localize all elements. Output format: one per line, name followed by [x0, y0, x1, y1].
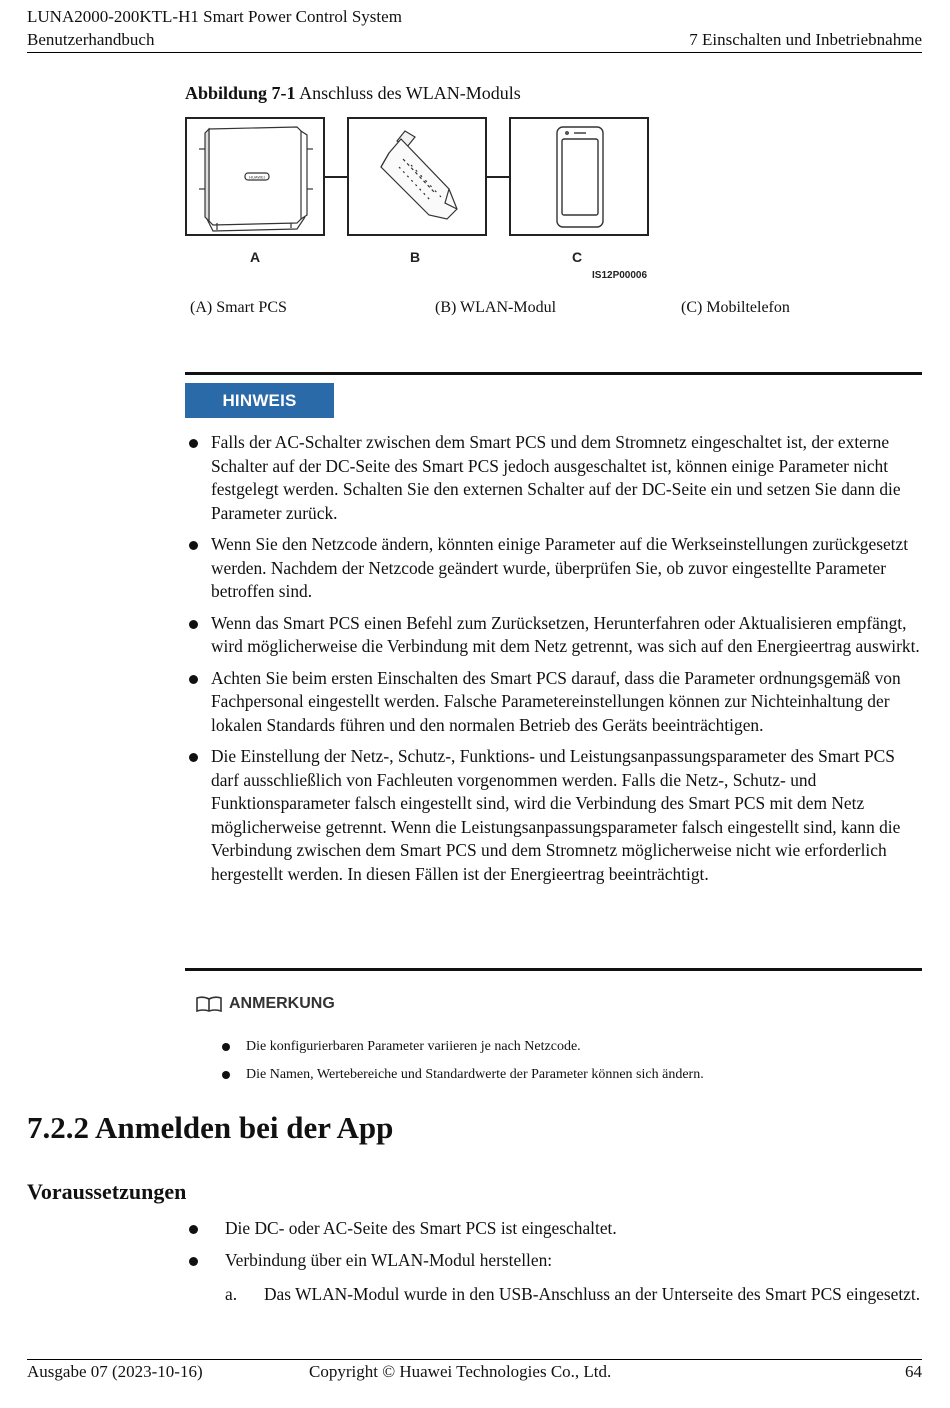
list-item [185, 431, 922, 525]
figure-title [185, 83, 521, 104]
figure-panel-smart-pcs [185, 117, 325, 236]
list-item-text: Die DC- oder AC-Seite des Smart PCS ist eingeschaltet. [225, 1218, 617, 1238]
connector-line [325, 176, 348, 178]
footer-page-number: 64 [905, 1362, 922, 1381]
list-item [185, 745, 922, 886]
note-header [195, 995, 335, 1013]
figure-panel-wlan-module [347, 117, 487, 236]
header-rule [27, 52, 922, 53]
notice-list [185, 431, 922, 894]
list-item-text: Falls der AC-Schalter zwischen dem Smart PCS und dem Stromnetz eingeschaltet ist, der externe Schalter auf der DC-Seite des Smart PCS jedoch ausgeschaltet ist, können einige Parameter nicht festgelegt werden. Schalten Sie den externen Schalter auf der DC-Seite ein und setzen Sie dann die Parameter zurück. [211, 432, 901, 523]
footer-rule [27, 1359, 922, 1360]
panel-label-c: C [572, 249, 583, 265]
bullet-icon [189, 1225, 198, 1234]
list-item [220, 1065, 920, 1085]
connector-line [487, 176, 510, 178]
header-product: LUNA2000-200KTL-H1 Smart Power Control System [27, 7, 402, 26]
list-item [185, 1217, 922, 1241]
list-item-text: Verbindung über ein WLAN-Modul herstellen: [225, 1249, 553, 1270]
bullet-icon [222, 1043, 230, 1051]
list-item-text: Wenn Sie den Netzcode ändern, könnten einige Parameter auf die Werkseinstellungen zurückgesetzt werden. Nachdem der Netzcode geändert wurde, überprüfen Sie, ob zuvor eingestellte Parameter betroffen sind. [211, 534, 909, 601]
wlan-module-illustration [349, 119, 485, 234]
mobile-phone-illustration [511, 119, 647, 234]
bullet-icon [189, 439, 198, 448]
footer-copyright: Copyright © Huawei Technologies Co., Ltd. [309, 1362, 612, 1381]
legend-wlan-module: (B) WLAN-Modul [435, 299, 557, 316]
list-item [185, 533, 922, 604]
list-item [220, 1037, 920, 1057]
header-manual: Benutzerhandbuch [27, 30, 155, 49]
list-item [185, 667, 922, 738]
figure-id: IS12P00006 [592, 270, 648, 281]
notice-top-rule [185, 372, 922, 375]
note-title: ANMERKUNG [229, 995, 335, 1012]
notice-badge: HINWEIS [185, 383, 334, 418]
list-item [185, 612, 922, 659]
bullet-icon [189, 675, 198, 684]
sub-list-item [225, 1283, 922, 1307]
figure-number: Abbildung 7-1 [185, 83, 296, 103]
legend-mobile-phone: (C) Mobiltelefon [681, 299, 790, 316]
list-item-text: Die Einstellung der Netz-, Schutz-, Funktions- und Leistungsanpassungsparameter des Smart PCS darf ausschließlich von Fachleuten vorgenommen werden. Falls die Netz-, Schutz- und Funktionsparameter falsch eingestellt sind, wird die Verbindung des Smart PCS mit dem Netz möglicherweise getrennt. Wenn die Leistungsanpassungsparameter falsch eingestellt sind, kann die Verbindung zwischen dem Smart PCS und dem Stromnetz möglicherweise nicht wie erforderlich hergestellt werden. In diesen Fällen ist der Energieertrag beeinträchtigt. [211, 746, 901, 884]
bullet-icon [222, 1071, 230, 1079]
figure-panel-mobile-phone [509, 117, 649, 236]
list-item-text: Wenn das Smart PCS einen Befehl zum Zurücksetzen, Herunterfahren oder Aktualisieren empfängt, wird möglicherweise die Verbindung mit dem Netz getrennt, was sich auf den Energieertrag auswirkt. [211, 612, 920, 656]
bullet-icon [189, 1257, 198, 1266]
bullet-icon [189, 541, 198, 550]
list-item [185, 1249, 922, 1273]
list-item-text: Die Namen, Wertebereiche und Standardwerte der Parameter können sich ändern. [246, 1067, 704, 1082]
list-item-text: Achten Sie beim ersten Einschalten des Smart PCS darauf, dass die Parameter ordnungsgemäß von Fachpersonal eingestellt werden. Falsche Parametereinstellungen können zur Nichteinhaltung der lokalen Standards führen und den normalen Betrieb des Geräts beeinträchtigen. [211, 667, 901, 735]
footer-edition: Ausgabe 07 (2023-10-16) [27, 1362, 203, 1381]
section-heading: 7.2.2 Anmelden bei der App [27, 1110, 394, 1145]
huawei-logo: HUAWEI [249, 174, 265, 180]
panel-label-b: B [410, 249, 421, 265]
bullet-icon [189, 753, 198, 762]
book-icon [195, 995, 223, 1013]
list-item-text: Die konfigurierbaren Parameter variieren je nach Netzcode. [246, 1039, 581, 1054]
prerequisite-list [185, 1217, 922, 1280]
subsection-heading: Voraussetzungen [27, 1179, 187, 1204]
header-chapter: 7 Einschalten und Inbetriebnahme [689, 30, 922, 49]
figure-caption: Anschluss des WLAN-Moduls [299, 83, 521, 103]
bullet-icon [189, 620, 198, 629]
panel-label-a: A [250, 249, 261, 265]
sub-list-text: Das WLAN-Modul wurde in den USB-Anschluss an der Unterseite des Smart PCS eingesetzt. [264, 1284, 921, 1304]
legend-smart-pcs: (A) Smart PCS [190, 299, 287, 316]
notice-bottom-rule [185, 968, 922, 971]
smart-pcs-illustration [187, 119, 323, 234]
note-list [220, 1037, 920, 1093]
sub-list-marker: a. [225, 1284, 238, 1304]
